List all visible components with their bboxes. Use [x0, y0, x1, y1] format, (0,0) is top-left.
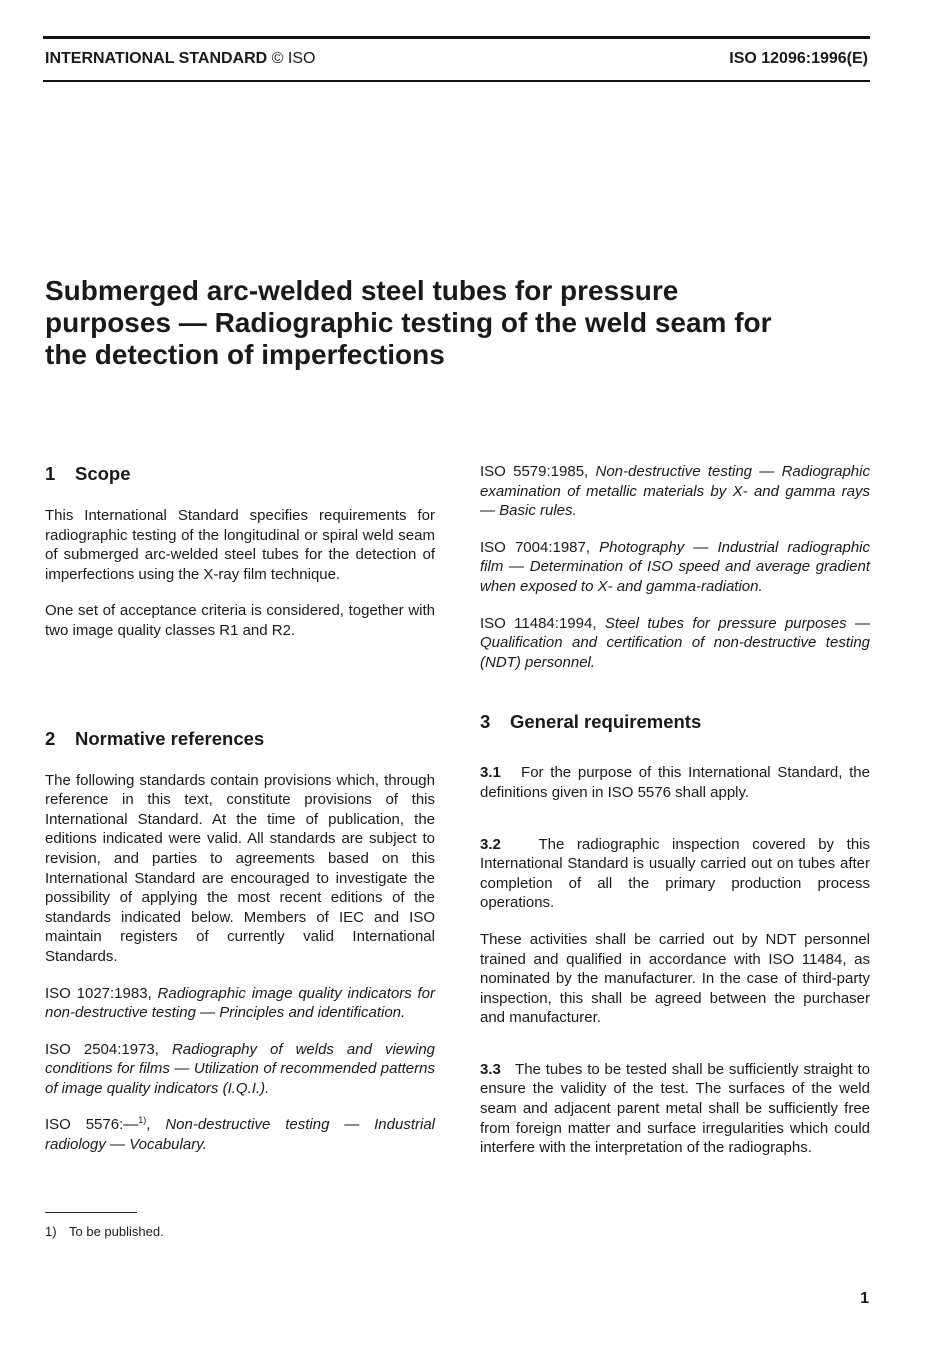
reference-code: ISO 11484:1994,: [480, 614, 597, 632]
reference-item: [45, 984, 435, 1023]
general-title: General requirements: [510, 711, 702, 733]
footnote: [45, 1224, 164, 1239]
reference-title: Radiography of welds and viewing conditions for films — Utilization of recommended patterns of image quality indicators (I.Q.I.).: [45, 1040, 436, 1097]
reference-code: ISO 5576:—: [45, 1116, 139, 1134]
reference-item: ISO 5576:—$^{1)}$, Non-destructive testing — Industrial radiology — Vocabulary.: [45, 1115, 436, 1154]
reference-item: [480, 538, 870, 597]
general-number: 3: [480, 711, 491, 733]
normative-intro: The following standards contain provisions which, through reference in this text, constitute provisions of this International Standard. At the time of publication, the editions indicated were valid. All standards are subject to revision, and parties to agreements based on this International Standard are encouraged to investigate the possibility of applying the most recent editions of the standards indicated below. Members of IEC and ISO maintain registers of currently valid International Standards.: [45, 771, 435, 965]
clause-number: 3.1: [480, 764, 501, 782]
general-heading: [480, 710, 870, 734]
scope-heading: [45, 462, 435, 486]
reference-title: Radiographic image quality indicators for non-destructive testing — Principles and identification.: [45, 984, 435, 1022]
title-line-2: purposes — Radiographic testing of the weld seam for: [45, 307, 772, 338]
reference-title: Non-destructive testing — Industrial radiology — Vocabulary.: [45, 1116, 436, 1154]
header-left: [45, 50, 315, 68]
reference-code: ISO 1027:1983,: [45, 984, 152, 1002]
normative-title: Normative references: [75, 727, 265, 749]
reference-title: Photography — Industrial radiographic film — Determination of ISO speed and average gradient when exposed to X- and gamma-radiation.: [480, 538, 870, 595]
scope-number: 1: [45, 463, 56, 484]
document-title: [45, 275, 845, 371]
reference-title: Non-destructive testing — Radiographic examination of metallic materials by X- and gamma rays — Basic rules.: [480, 463, 870, 520]
scope-paragraph-1: This International Standard specifies requirements for radiographic testing of the longitudinal or spiral weld seam of submerged arc-welded steel tubes for the detection of imperfections using the X-ray film technique.: [45, 507, 435, 583]
clause-3-3: [480, 1060, 870, 1158]
clause-3-2-paragraph-2: These activities shall be carried out by NDT personnel trained and qualified in accordance with ISO 11484, as nominated by the manufacturer. In the case of third-party inspection, this shall be agreed between the purchaser and manufacturer.: [480, 930, 870, 1027]
clause-text: For the purpose of this International Standard, the definitions given in ISO 5576 shall apply.: [480, 764, 870, 801]
reference-item: [45, 1040, 435, 1099]
clause-number: 3.2: [480, 835, 501, 853]
reference-code: ISO 2504:1973,: [45, 1040, 159, 1058]
normative-number: 2: [45, 727, 56, 749]
header-rule-top: [43, 36, 870, 39]
footnote-text: To be published.: [69, 1224, 164, 1239]
clause-text: The radiographic inspection covered by this International Standard is usually carried out on tubes after completion of all the primary production process operations.: [480, 835, 870, 912]
clause-number: 3.3: [480, 1060, 501, 1078]
scope-title: Scope: [75, 463, 131, 484]
reference-code: ISO 7004:1987,: [480, 538, 591, 556]
copyright-label: © ISO: [271, 50, 316, 67]
title-line-1: Submerged arc-welded steel tubes for pressure: [45, 275, 679, 306]
footnote-mark: 1): [45, 1224, 57, 1239]
footnote-marker: 1): [138, 1115, 147, 1126]
reference-title: Steel tubes for pressure purposes — Qualification and certification of non-destructive testing (NDT) personnel.: [480, 614, 870, 671]
standard-label: INTERNATIONAL STANDARD: [45, 50, 268, 67]
clause-3-1: [480, 763, 870, 802]
right-column: [480, 462, 870, 1158]
footnote-rule: [45, 1212, 137, 1213]
title-line-3: the detection of imperfections: [45, 339, 445, 370]
document-number: ISO 12096:1996(E): [729, 50, 868, 67]
header-rule-bottom: [43, 80, 870, 82]
clause-text: The tubes to be tested shall be sufficiently straight to ensure the validity of the test. The surfaces of the weld seam and adjacent parent metal shall be sufficiently free from foreign matter and surface irregularities which could interfere with the interpretation of the radiographs.: [480, 1060, 870, 1157]
clause-3-2: [480, 835, 870, 913]
reference-item: [480, 614, 870, 673]
left-column: [45, 462, 435, 1155]
reference-item: [480, 462, 870, 521]
page-number: 1: [860, 1290, 869, 1307]
normative-heading: [45, 727, 435, 751]
scope-paragraph-2: One set of acceptance criteria is considered, together with two image quality classes R1 and R2.: [45, 602, 435, 639]
reference-code: ISO 5579:1985,: [480, 463, 589, 480]
